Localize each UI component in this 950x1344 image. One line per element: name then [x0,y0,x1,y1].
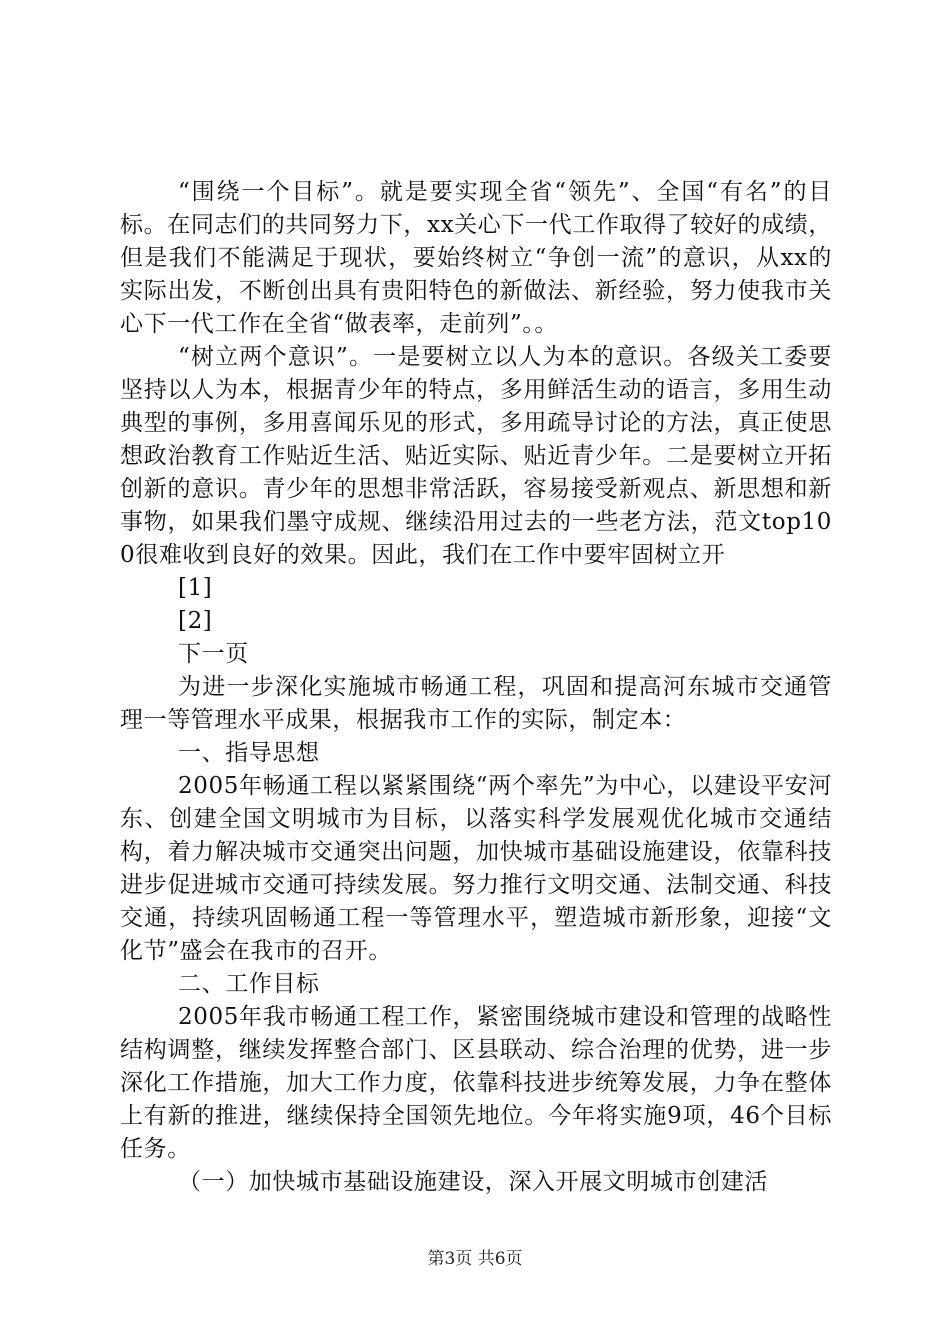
page-link-1[interactable]: [1] [178,575,213,601]
document-body [120,176,832,1199]
page-number-footer: 第3页 共6页 [427,1249,523,1269]
next-page-link[interactable]: 下一页 [178,641,249,667]
section-heading-work-goals: 二、工作目标 [178,971,320,997]
paragraph-one-goal: “围绕一个目标”。就是要实现全省“领先”、全国“有名”的目标。在同志们的共同努力下，xx关心下一代工作取得了较好的成绩，但是我们不能满足于现状，要始终树立“争创一流”的意识，从xx的实际出发，不断创出具有贵阳特色的新做法、新经验，努力使我市关心下一代工作在全省“做表率，走前列”。。 [120,179,832,337]
paragraph-work-goals: 2005年我市畅通工程工作，紧密围绕城市建设和管理的战略性结构调整，继续发挥整合部门、区县联动、综合治理的优势，进一步深化工作措施，加大工作力度，依靠科技进步统筹发展，力争在整体上有新的推进，继续保持全国领先地位。今年将实施9项，46个目标任务。 [120,1004,832,1162]
subsection-heading-infrastructure: （一）加快城市基础设施建设，深入开展文明城市创建活 [178,1169,768,1195]
paragraph-two-awareness: “树立两个意识”。一是要树立以人为本的意识。各级关工委要坚持以人为本，根据青少年的特点，多用鲜活生动的语言，多用生动典型的事例，多用喜闻乐见的形式，多用疏导讨论的方法，真正使思想政治教育工作贴近生活、贴近实际、贴近青少年。二是要树立开拓创新的意识。青少年的思想非常活跃，容易接受新观点、新思想和新事物，如果我们墨守成规、继续沿用过去的一些老方法，范文top100很难收到良好的效果。因此，我们在工作中要牢固树立开 [120,344,832,568]
paragraph-guiding-thought: 2005年畅通工程以紧紧围绕“两个率先”为中心，以建设平安河东、创建全国文明城市为目标，以落实科学发展观优化城市交通结构，着力解决城市交通突出问题，加快城市基础设施建设，依靠科技进步促进城市交通可持续发展。努力推行文明交通、法制交通、科技交通，持续巩固畅通工程一等管理水平，塑造城市新形象，迎接“文化节”盛会在我市的召开。 [120,773,832,964]
paragraph-intro: 为进一步深化实施城市畅通工程，巩固和提高河东城市交通管理一等管理水平成果，根据我市工作的实际，制定本： [120,674,832,733]
section-heading-guiding-thought: 一、指导思想 [178,740,320,766]
page-link-2[interactable]: [2] [178,608,213,634]
